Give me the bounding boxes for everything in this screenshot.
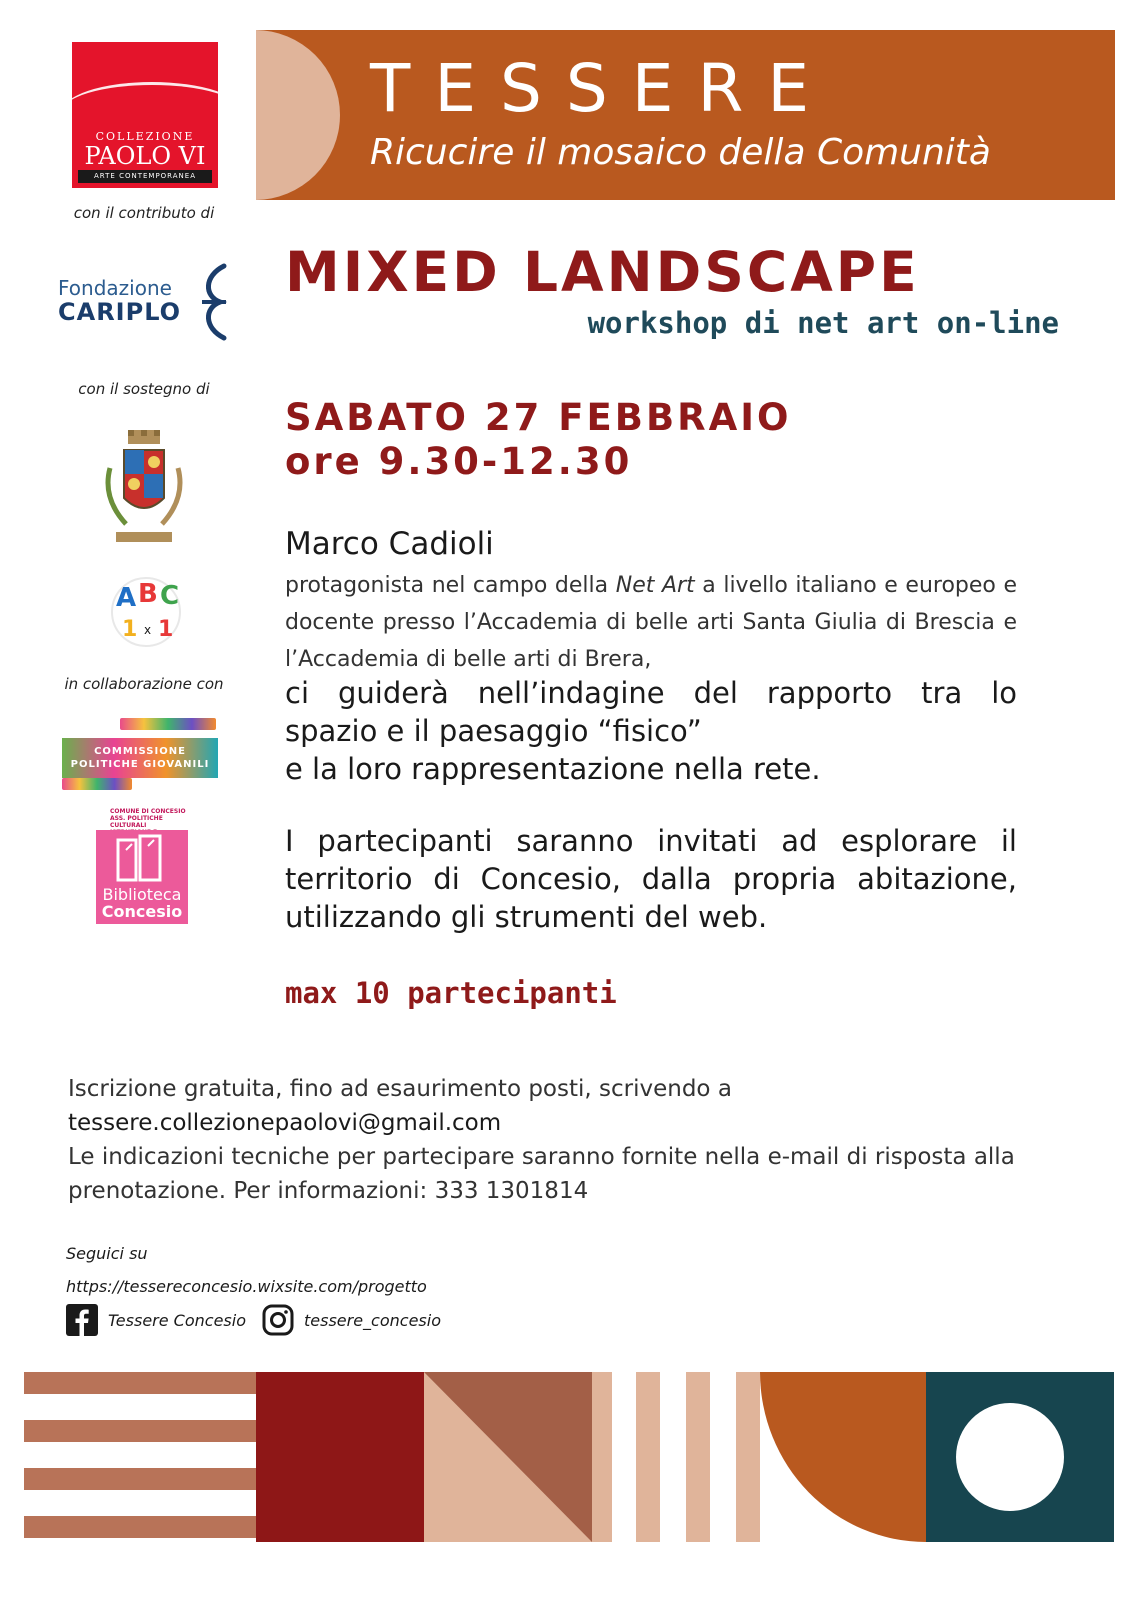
svg-text:x: x xyxy=(144,623,152,637)
speaker-bio xyxy=(285,567,1017,678)
collezione-paolo-vi-logo xyxy=(72,42,218,188)
instagram-icon[interactable] xyxy=(262,1304,294,1336)
workshop-description xyxy=(285,822,1017,936)
facebook-icon[interactable] xyxy=(66,1304,98,1336)
event-title: MIXED LANDSCAPE xyxy=(285,240,920,304)
biblioteca-name-line1: Biblioteca xyxy=(102,885,182,904)
event-subtitle: workshop di net art on-line xyxy=(587,306,1059,340)
event-time: ore 9.30-12.30 xyxy=(285,440,633,483)
project-title: TESSERE xyxy=(370,50,834,127)
biblioteca-concesio-logo xyxy=(96,808,188,924)
svg-text:1: 1 xyxy=(122,617,138,642)
header-banner xyxy=(256,30,1115,200)
mosaic-stripes xyxy=(24,1372,256,1538)
website-link[interactable]: https://tessereconcesio.wixsite.com/progetto xyxy=(66,1277,427,1296)
svg-text:A: A xyxy=(116,583,137,613)
svg-text:B: B xyxy=(138,579,158,609)
bio-text-after: a livello italiano e europeo e docente presso l’Accademia di belle arti Santa Giulia di Brescia e l’Accademia di belle arti di Brera, xyxy=(285,573,1017,672)
max-participants: max 10 partecipanti xyxy=(285,976,617,1010)
biblioteca-name xyxy=(96,886,188,920)
desc-line-3: utilizzando gli strumenti del web. xyxy=(285,900,768,934)
footer-mosaic xyxy=(24,1372,1114,1542)
sostegno-caption: con il sostegno di xyxy=(78,380,210,398)
instagram-link[interactable]: tessere_concesio xyxy=(303,1310,441,1330)
commissione-line2: POLITICHE GIOVANILI xyxy=(70,759,210,770)
svg-text:C: C xyxy=(160,581,180,611)
logo-strip-top xyxy=(120,718,216,730)
mosaic-red-block xyxy=(256,1372,424,1542)
lead-line-1: ci guiderà nell’indagine del rapporto tra lo xyxy=(285,676,1017,710)
contributo-caption: con il contributo di xyxy=(73,204,215,222)
lead-line-2: spazio e il paesaggio “fisico” xyxy=(285,714,702,748)
desc-line-2: territorio di Concesio, dalla propria abitazione, xyxy=(285,862,1017,896)
biblioteca-name-line2: Concesio xyxy=(101,902,183,921)
mosaic-triangles xyxy=(424,1372,592,1542)
event-date: SABATO 27 FEBBRAIO xyxy=(285,396,792,439)
registration-line-1: Iscrizione gratuita, fino ad esaurimento posti, scrivendo a xyxy=(68,1076,732,1102)
logo-line-collezione: COLLEZIONE xyxy=(95,130,195,143)
mosaic-vertical-bars xyxy=(592,1372,760,1542)
project-subtitle: Ricucire il mosaico della Comunità xyxy=(370,132,991,173)
commissione-line1: COMMISSIONE xyxy=(94,746,186,757)
desc-line-1: I partecipanti saranno invitati ad esplorare il xyxy=(285,824,1017,858)
cariplo-line2: CARIPLO xyxy=(58,298,182,326)
cariplo-mark-icon xyxy=(196,262,230,342)
svg-text:1: 1 xyxy=(158,617,174,642)
cariplo-line1: Fondazione xyxy=(58,276,172,300)
lead-line-3: e la loro rappresentazione nella rete. xyxy=(285,752,821,786)
registration-info xyxy=(68,1072,1028,1208)
logo-strip-bottom xyxy=(62,778,132,790)
biblioteca-header: COMUNE DI CONCESIO ASS. POLITICHE CULTURALI xyxy=(110,808,186,829)
comune-crest-icon xyxy=(96,428,192,552)
mosaic-quarter-circle xyxy=(760,1372,926,1542)
speaker-name: Marco Cadioli xyxy=(285,526,494,562)
logo-line-arte: ARTE CONTEMPORANEA xyxy=(78,170,212,183)
mosaic-teal-block xyxy=(926,1372,1114,1542)
bio-net-art: Net Art xyxy=(615,573,695,598)
workshop-lead xyxy=(285,674,1017,788)
banner-half-circle xyxy=(256,30,340,200)
registration-line-3: Le indicazioni tecniche per partecipare saranno fornite nella e-mail di risposta alla prenotazione. Per informazioni: 333 1301814 xyxy=(68,1144,1015,1204)
fondazione-cariplo-logo xyxy=(58,262,238,342)
social-links xyxy=(66,1303,457,1337)
books-icon xyxy=(96,830,188,890)
follow-label: Seguici su xyxy=(66,1244,148,1263)
collaborazione-caption: in collaborazione con xyxy=(64,675,224,693)
facebook-link[interactable]: Tessere Concesio xyxy=(108,1310,246,1330)
abc-istituto-logo-icon xyxy=(100,572,192,652)
registration-email-link[interactable]: tessere.collezionepaolovi@gmail.com xyxy=(68,1110,502,1136)
commissione-politiche-giovanili-logo xyxy=(62,718,218,788)
commissione-label xyxy=(62,738,218,778)
logo-line-paolo-vi: PAOLO VI xyxy=(84,142,206,170)
bio-text-before: protagonista nel campo della xyxy=(285,573,616,598)
